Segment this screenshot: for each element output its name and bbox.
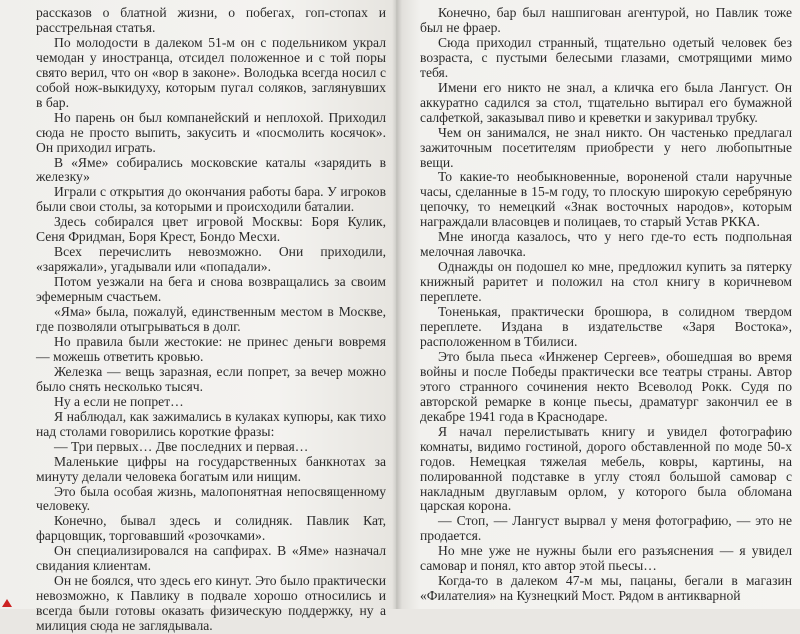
- paragraph: Маленькие цифры на государственных банкнотах за минуту делали человека богатым или нищим.: [36, 453, 386, 484]
- paragraph: Имени его никто не знал, а кличка его была Лангуст. Он аккуратно садился за стол, тщательно вытирал его бумажной салфеткой, заказывал пиво и креветки и закуривал трубку.: [420, 79, 792, 125]
- paragraph: Сюда приходил странный, тщательно одетый человек без возраста, с пустыми белесыми глазами, смотрящими мимо тебя.: [420, 34, 792, 80]
- paragraph: Играли с открытия до окончания работы бара. У игроков были свои столы, за которыми и происходили баталии.: [36, 184, 386, 215]
- paragraph: Конечно, бывал здесь и солидняк. Павлик Кат, фарцовщик, торговавший «розочками».: [36, 513, 386, 544]
- paragraph: — Три первых… Две последних и первая…: [54, 438, 309, 454]
- paragraph: Это была пьеса «Инженер Сергеев», обошедшая во время войны и после Победы практически все театры страны. Автор этого странного сочинения некто Всеволод Рокк. Судя по авторской ремарке в конце пьесы, драматург закончил ее в декабре 1941 года в Краснодаре.: [420, 348, 792, 424]
- paragraph: То какие-то необыкновенные, вороненой стали наручные часы, сделанные в 15-м году, то плоскую широкую серебряную цепочку, то немецкий «Знак восточных народов», которым награждали власовцев и полицаев, то старый Устав РККА.: [420, 169, 792, 230]
- paragraph: Железка — вещь заразная, если попрет, за вечер можно было снять несколько тысяч.: [36, 363, 386, 394]
- paragraph: Здесь собирался цвет игровой Москвы: Боря Кулик, Сеня Фридман, Боря Крест, Бондо Месхи.: [36, 214, 386, 245]
- paragraph: Когда-то в далеком 47-м мы, пацаны, бегали в магазин «Филателия» на Кузнецкий Мост. Рядом в антикварной: [420, 573, 792, 604]
- paragraph: Однажды он подошел ко мне, предложил купить за пятерку книжный раритет и положил на стол книгу в коричневом переплете.: [420, 259, 792, 305]
- corner-marker-icon: [2, 599, 12, 607]
- paragraph: рассказов о блатной жизни, о побегах, гоп-стопах и расстрельная статья.: [36, 5, 386, 35]
- paragraph: «Яма» была, пожалуй, единственным местом в Москве, где позволяли отыгрываться в долг.: [36, 304, 386, 335]
- paragraph: Он не боялся, что здесь его кинут. Это было практически невозможно, к Павлику в подвале хорошо относились и всегда были готовы оказать физическую поддержку, ну а милиция сюда не заглядывала.: [36, 573, 386, 634]
- paragraph: По молодости в далеком 51-м он с подельником украл чемодан у иностранца, отсидел положенное и с той поры свято верил, что он «вор в законе». Володька всегда носил с собой нож-выкидуху, которым пугал соляков, заглянувших в бар.: [36, 34, 386, 110]
- paragraph: В «Яме» собирались московские каталы «зарядить в железку»: [36, 154, 386, 185]
- paragraph: Я наблюдал, как зажимались в кулаках купюры, как тихо над столами говорились короткие фразы:: [36, 408, 386, 439]
- paragraph: — Стоп, — Лангуст вырвал у меня фотографию, — это не продается.: [420, 513, 792, 544]
- right-page: [396, 0, 800, 609]
- paragraph: Тоненькая, практически брошюра, в солидном твердом переплете. Издана в издательстве «Заря Востока», расположенном в Тбилиси.: [420, 304, 792, 349]
- paragraph: Конечно, бар был нашпигован агентурой, но Павлик тоже был не фраер.: [420, 5, 792, 35]
- paragraph: Чем он занимался, не знал никто. Он частенько предлагал зажиточным посетителям приобрести у него любопытные вещи.: [420, 124, 792, 170]
- paragraph: Это была особая жизнь, малопонятная непосвященному человеку.: [36, 483, 386, 514]
- paragraph: Ну а если не попрет…: [54, 393, 184, 409]
- paragraph: Но мне уже не нужны были его разъяснения — я увидел самовар и понял, кто автор этой пьесы…: [420, 543, 792, 574]
- paragraph: Всех перечислить невозможно. Они приходили, «заряжали», угадывали или «попадали».: [36, 244, 386, 275]
- paragraph: Я начал перелистывать книгу и увидел фотографию комнаты, видимо гостиной, дорого обставленной по моде 50-х годов. Немецкая тяжелая мебель, ковры, картины, на полированной подставке в углу стоял большой самовар с накладным двуглавым орлом, у которого была обломана царская корона.: [420, 423, 792, 514]
- book-gutter-shadow: [392, 0, 402, 609]
- paragraph: Потом уезжали на бега и снова возвращались за своим эфемерным счастьем.: [36, 274, 386, 305]
- paragraph: Но парень он был компанейский и неплохой. Приходил сюда не просто выпить, закусить и «посмолить косячок». Он приходил играть.: [36, 109, 386, 155]
- paragraph: Он специализировался на сапфирах. В «Яме» назначал свидания клиентам.: [36, 543, 386, 574]
- paragraph: Но правила были жестокие: не принес деньги вовремя — можешь ответить кровью.: [36, 333, 386, 364]
- paragraph: Мне иногда казалось, что у него где-то есть подпольная мелочная лавочка.: [420, 229, 792, 260]
- left-page: [0, 0, 396, 634]
